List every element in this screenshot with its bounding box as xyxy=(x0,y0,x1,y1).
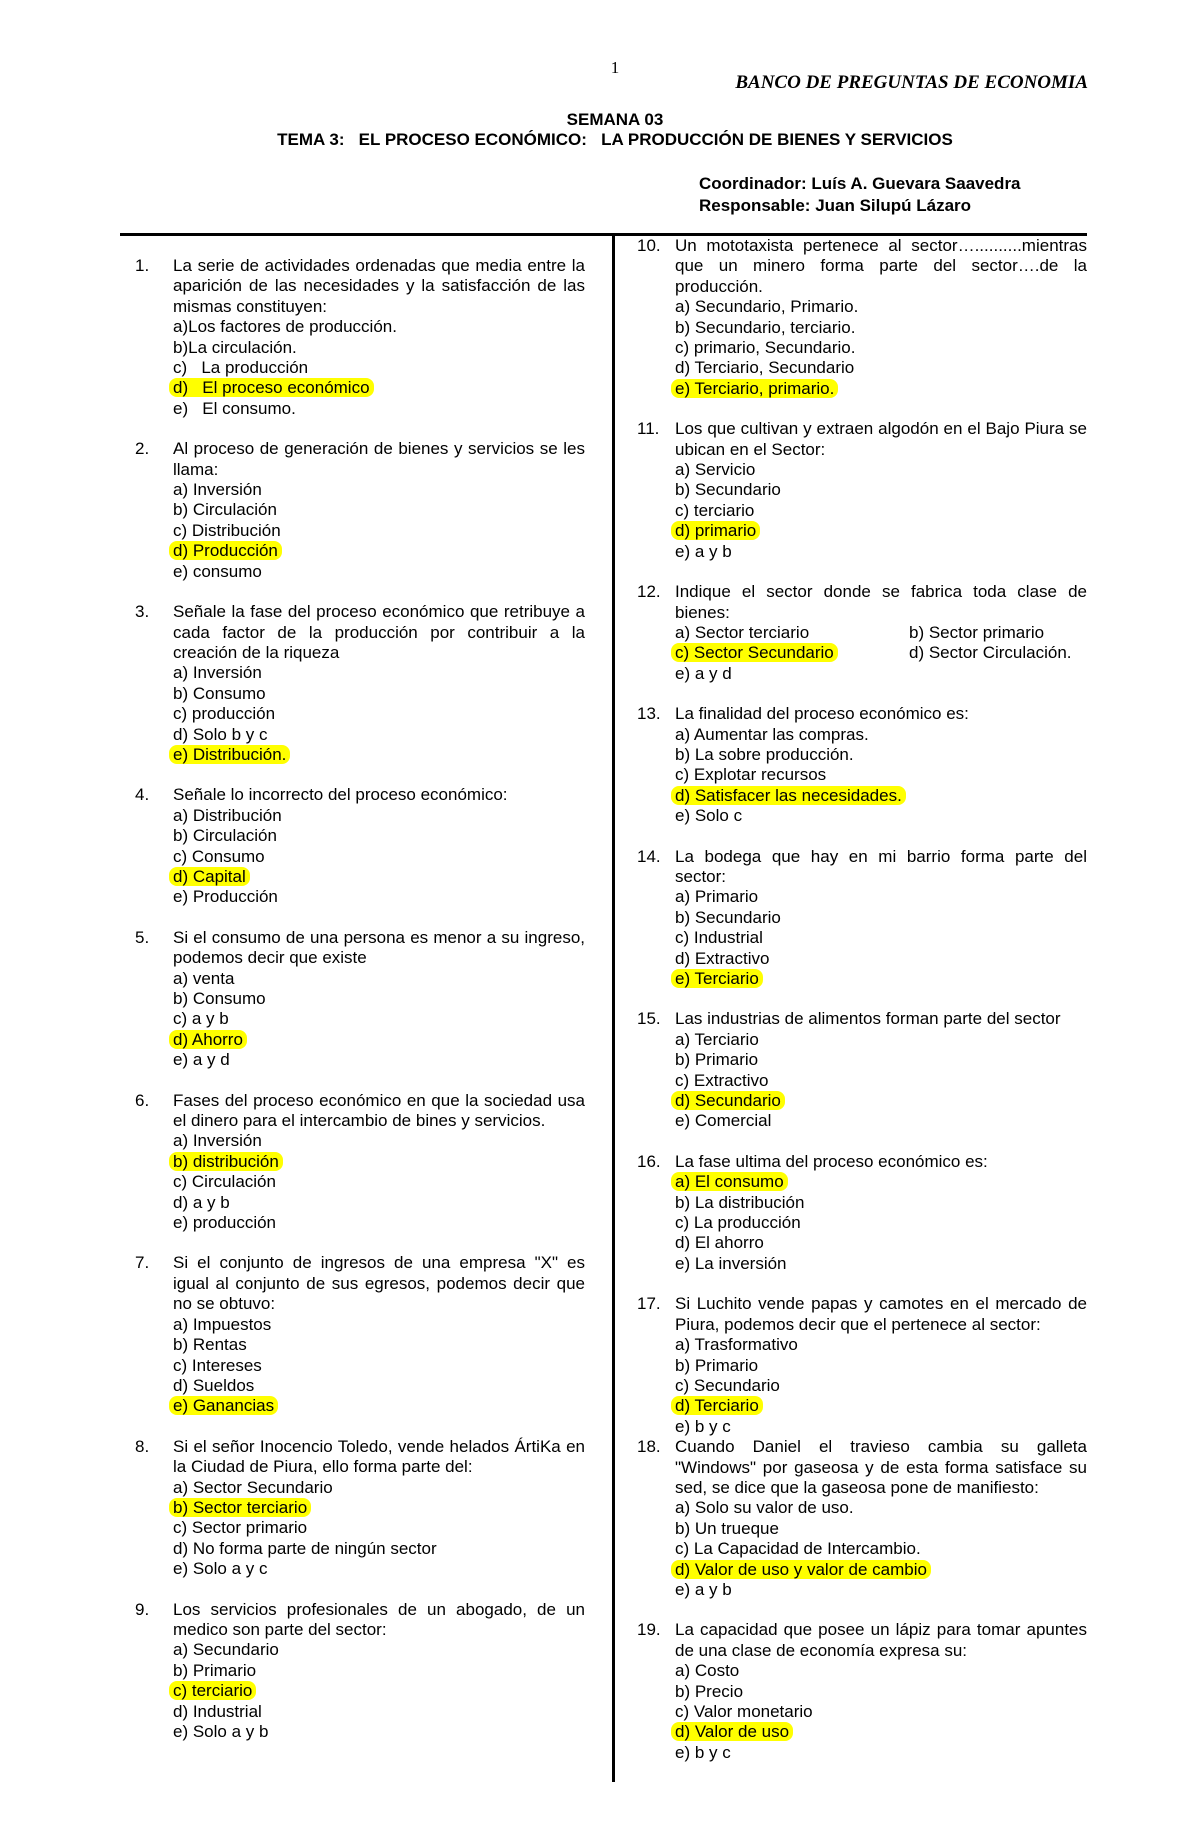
correct-answer: d) Valor de uso y valor de cambio xyxy=(671,1560,931,1579)
answer-option xyxy=(173,562,585,582)
option-text: e) Solo a y b xyxy=(173,1722,269,1741)
option-text: a) Secundario, Primario. xyxy=(675,297,859,317)
answer-option xyxy=(173,1131,585,1151)
correct-answer: d) Producción xyxy=(169,541,282,560)
answer-option xyxy=(675,358,1087,378)
answer-option xyxy=(173,1172,585,1192)
answer-option xyxy=(675,542,1087,562)
option-text: b) Rentas xyxy=(173,1335,247,1355)
coordinator: Coordinador: Luís A. Guevara Saavedra xyxy=(699,174,1021,193)
option-text: d) a y b xyxy=(173,1192,230,1212)
question-item xyxy=(637,847,1087,990)
option-text: d) No forma parte de ningún sector xyxy=(173,1538,437,1558)
answer-option xyxy=(173,1661,585,1681)
answer-option xyxy=(675,1580,1087,1600)
option-text: c) Sector primario xyxy=(173,1518,308,1538)
answer-option xyxy=(675,1111,1087,1131)
answer-option xyxy=(173,358,585,378)
option-text: e) a y d xyxy=(675,663,732,683)
correct-answer: e) Distribución. xyxy=(169,745,290,764)
option-text: a) Primario xyxy=(675,887,759,907)
option-text: c) terciario xyxy=(675,500,755,520)
option-text: a) Inversión xyxy=(173,1131,262,1151)
option-text: c) La Capacidad de Intercambio. xyxy=(675,1539,921,1559)
answer-option xyxy=(675,1519,1087,1539)
correct-answer: a) El consumo xyxy=(671,1172,788,1191)
answer-option xyxy=(173,1193,585,1213)
answer-option xyxy=(173,1478,585,1498)
answer-option xyxy=(675,1661,1087,1681)
option-text: c) Explotar recursos xyxy=(675,765,827,785)
option-text: e) a y b xyxy=(675,1579,732,1599)
question-number: 12. xyxy=(637,582,661,602)
option-text: b) Un trueque xyxy=(675,1518,779,1538)
answer-option xyxy=(675,908,1087,928)
question-item xyxy=(637,704,1087,826)
question-number: 7. xyxy=(135,1253,150,1273)
question-number: 10. xyxy=(637,236,661,255)
correct-answer: c) Sector Secundario xyxy=(671,643,838,662)
answer-option xyxy=(675,928,1087,948)
question-number: 3. xyxy=(135,602,150,622)
answer-option xyxy=(173,500,585,520)
question-text: La fase ultima del proceso económico es: xyxy=(675,1151,988,1171)
answer-option xyxy=(675,318,1087,338)
question-number: 16. xyxy=(637,1151,661,1171)
answer-option xyxy=(173,1050,585,1070)
correct-answer: e) Terciario, primario. xyxy=(671,379,838,398)
answer-option xyxy=(675,745,1087,765)
answer-option xyxy=(675,379,1087,399)
option-text: d) Solo b y c xyxy=(173,724,268,744)
answer-option xyxy=(675,969,1087,989)
answer-option xyxy=(173,806,585,826)
option-text: a) Inversión xyxy=(173,480,262,500)
question-item xyxy=(135,785,585,907)
answer-option xyxy=(675,1091,1087,1111)
correct-answer: c) terciario xyxy=(169,1681,256,1700)
option-text: a) Solo su valor de uso. xyxy=(675,1498,854,1518)
question-item xyxy=(135,256,585,419)
question-text: La finalidad del proceso económico es: xyxy=(675,704,969,724)
answer-option xyxy=(675,1254,1087,1274)
option-text: e) a y b xyxy=(675,541,732,561)
question-number: 5. xyxy=(135,927,150,947)
answer-option xyxy=(173,989,585,1009)
answer-option xyxy=(675,806,1087,826)
answer-option xyxy=(675,664,1087,684)
answer-option xyxy=(173,1213,585,1233)
question-item xyxy=(135,1091,585,1234)
answer-option xyxy=(173,1335,585,1355)
answer-option xyxy=(675,297,1087,317)
correct-answer: d) Secundario xyxy=(671,1091,785,1110)
answer-option xyxy=(675,1233,1087,1253)
correct-answer: d) Terciario xyxy=(671,1396,763,1415)
answer-option xyxy=(173,1396,585,1416)
correct-answer: d) Valor de uso xyxy=(671,1722,793,1741)
answer-option xyxy=(675,1213,1087,1233)
correct-answer: d) primario xyxy=(671,521,760,540)
column-divider xyxy=(612,234,615,1782)
question-number: 19. xyxy=(637,1620,661,1640)
answer-option xyxy=(173,1702,585,1722)
right-column xyxy=(637,236,1087,1783)
answer-option xyxy=(675,623,909,643)
question-number: 2. xyxy=(135,439,150,459)
question-item xyxy=(637,1437,1087,1600)
answer-option xyxy=(675,1417,1087,1437)
question-item xyxy=(135,439,585,582)
correct-answer: e) Ganancias xyxy=(169,1396,278,1415)
question-text: Un mototaxista pertenece al sector…..........mientras que un minero forma parte del sector….de la producción. xyxy=(675,236,1087,296)
topic-title: TEMA 3: EL PROCESO ECONÓMICO: LA PRODUCCIÓN DE BIENES Y SERVICIOS xyxy=(277,130,953,149)
option-text: c) Valor monetario xyxy=(675,1702,813,1721)
answer-option xyxy=(173,1498,585,1518)
question-text: La serie de actividades ordenadas que media entre la aparición de las necesidades y la satisfacción de las mismas constituyen: xyxy=(173,256,585,316)
answer-option xyxy=(173,704,585,724)
correct-answer: b) Sector terciario xyxy=(169,1498,311,1517)
answer-option xyxy=(173,969,585,989)
option-text: e) Solo a y c xyxy=(173,1559,268,1579)
option-text: a) Aumentar las compras. xyxy=(675,724,869,744)
question-item xyxy=(135,1437,585,1580)
question-item xyxy=(637,1152,1087,1274)
responsible: Responsable: Juan Silupú Lázaro xyxy=(699,196,972,215)
option-text: c) Circulación xyxy=(173,1172,276,1192)
correct-answer: d) El proceso económico xyxy=(169,378,374,397)
option-text: c) primario, Secundario. xyxy=(675,338,856,358)
option-text: b) Precio xyxy=(675,1681,744,1701)
answer-option xyxy=(675,1702,1087,1722)
page-number: 1 xyxy=(610,58,620,77)
option-text: c) Secundario xyxy=(675,1375,780,1395)
answer-option xyxy=(173,1539,585,1559)
answer-option xyxy=(173,663,585,683)
question-text: Las industrias de alimentos forman parte del sector xyxy=(675,1009,1061,1029)
option-text: b) Consumo xyxy=(173,989,266,1008)
answer-option xyxy=(173,541,585,561)
answer-option xyxy=(675,1356,1087,1376)
option-text: b) Secundario xyxy=(675,480,781,500)
answer-option xyxy=(173,826,585,846)
credits xyxy=(699,173,1021,217)
option-text: c) producción xyxy=(173,704,276,724)
option-text: c) Intereses xyxy=(173,1355,262,1375)
question-item xyxy=(637,236,1087,399)
answer-option xyxy=(173,1559,585,1579)
option-text: c) a y b xyxy=(173,1009,229,1029)
bank-title: BANCO DE PREGUNTAS DE ECONOMIA xyxy=(735,72,1088,93)
question-number: 14. xyxy=(637,846,661,866)
question-text: Señale lo incorrecto del proceso económico: xyxy=(173,785,508,805)
question-item xyxy=(637,1620,1087,1763)
option-text: a) Servicio xyxy=(675,460,756,480)
option-text: a) Trasformativo xyxy=(675,1335,798,1355)
answer-option xyxy=(675,1396,1087,1416)
answer-option xyxy=(675,501,1087,521)
option-text: e) b y c xyxy=(675,1742,731,1762)
option-text: e) Solo c xyxy=(675,806,743,826)
answer-option xyxy=(675,786,1087,806)
option-text: a) Impuestos xyxy=(173,1314,272,1334)
option-text: c) La producción xyxy=(675,1213,801,1233)
option-text: d) Sueldos xyxy=(173,1375,255,1395)
question-text: Fases del proceso económico en que la sociedad usa el dinero para el intercambio de bines y servicios. xyxy=(173,1090,585,1131)
answer-option xyxy=(675,1030,1087,1050)
answer-option xyxy=(173,1356,585,1376)
answer-option xyxy=(173,480,585,500)
answer-option xyxy=(173,1376,585,1396)
question-text: Al proceso de generación de bienes y servicios se les llama: xyxy=(173,439,585,479)
question-text: Si el señor Inocencio Toledo, vende helados ÁrtiKa en la Ciudad de Piura, ello forma parte del: xyxy=(173,1436,585,1477)
answer-option xyxy=(173,1315,585,1335)
answer-option xyxy=(675,949,1087,969)
question-number: 9. xyxy=(135,1599,150,1619)
option-text: e) Producción xyxy=(173,887,278,907)
option-text: a) Secundario xyxy=(173,1640,279,1660)
option-text: a) Distribución xyxy=(173,805,282,825)
option-text: e) a y d xyxy=(173,1050,230,1070)
question-item xyxy=(637,582,1087,684)
option-text: b) Secundario, terciario. xyxy=(675,317,856,337)
question-number: 15. xyxy=(637,1009,661,1029)
option-row xyxy=(675,643,1087,663)
question-number: 8. xyxy=(135,1436,150,1456)
option-text: b) Consumo xyxy=(173,683,266,703)
option-text: b) La sobre producción. xyxy=(675,744,854,764)
answer-option xyxy=(675,460,1087,480)
answer-option xyxy=(675,1050,1087,1070)
question-text: La bodega que hay en mi barrio forma parte del sector: xyxy=(675,846,1087,886)
option-text: e) producción xyxy=(173,1213,277,1233)
answer-option xyxy=(173,399,585,419)
answer-option xyxy=(675,1722,1087,1742)
left-column xyxy=(135,256,585,1762)
answer-option xyxy=(675,521,1087,541)
answer-option xyxy=(173,338,585,358)
option-row xyxy=(675,623,1087,643)
answer-option xyxy=(173,1030,585,1050)
answer-option xyxy=(675,1743,1087,1763)
option-text: d) Sector Circulación. xyxy=(909,643,1072,663)
question-item xyxy=(135,1253,585,1416)
answer-option xyxy=(675,765,1087,785)
option-text: a) Sector terciario xyxy=(675,622,810,642)
week-title: SEMANA 03 xyxy=(566,110,664,129)
option-text: d) Terciario, Secundario xyxy=(675,358,855,378)
answer-option xyxy=(173,887,585,907)
answer-option xyxy=(173,521,585,541)
answer-option xyxy=(173,317,585,337)
option-text: b) Primario xyxy=(675,1050,759,1070)
option-text: b) Primario xyxy=(675,1355,759,1375)
question-number: 18. xyxy=(637,1437,661,1457)
question-item xyxy=(637,1009,1087,1131)
question-number: 11. xyxy=(637,419,660,439)
option-text: e) El consumo. xyxy=(173,398,296,418)
answer-option xyxy=(173,745,585,765)
option-text: c) Extractivo xyxy=(675,1070,769,1090)
answer-option xyxy=(675,1071,1087,1091)
question-text: Señale la fase del proceso económico que retribuye a cada factor de la producción por contribuir a la creación de la riqueza xyxy=(173,602,585,662)
question-item xyxy=(135,602,585,765)
answer-option xyxy=(675,1498,1087,1518)
option-text: b) Circulación xyxy=(173,826,277,846)
option-text: e) consumo xyxy=(173,561,262,581)
option-text: d) El ahorro xyxy=(675,1233,764,1253)
option-text: a) Costo xyxy=(675,1661,740,1681)
answer-option xyxy=(675,1193,1087,1213)
answer-option xyxy=(173,1681,585,1701)
answer-option xyxy=(675,643,909,663)
correct-answer: d) Capital xyxy=(169,867,250,886)
answer-option xyxy=(173,684,585,704)
answer-option xyxy=(675,338,1087,358)
answer-option xyxy=(675,1539,1087,1559)
question-text: Cuando Daniel el travieso cambia su galleta "Windows" por gaseosa y de esta forma satisface su sed, se dice que la gaseosa pone de manifiesto: xyxy=(675,1437,1087,1497)
answer-option xyxy=(675,725,1087,745)
option-text: e) Comercial xyxy=(675,1111,772,1131)
question-text: Los servicios profesionales de un abogado, de un medico son parte del sector: xyxy=(173,1599,585,1639)
option-text: b) La distribución xyxy=(675,1192,805,1212)
answer-option xyxy=(173,1009,585,1029)
answer-option xyxy=(173,1722,585,1742)
answer-option xyxy=(173,1518,585,1538)
question-item xyxy=(135,928,585,1071)
answer-option xyxy=(909,643,1072,663)
option-text: e) b y c xyxy=(675,1416,731,1436)
answer-option xyxy=(675,480,1087,500)
answer-option xyxy=(173,1152,585,1172)
option-text: a) Inversión xyxy=(173,663,262,683)
option-text: d) Industrial xyxy=(173,1701,262,1721)
answer-option xyxy=(173,1640,585,1660)
question-text: Los que cultivan y extraen algodón en el Bajo Piura se ubican en el Sector: xyxy=(675,419,1087,459)
question-number: 4. xyxy=(135,785,150,805)
question-item xyxy=(637,419,1087,562)
question-item xyxy=(637,1294,1087,1437)
answer-option xyxy=(909,623,1044,643)
question-text: La capacidad que posee un lápiz para tomar apuntes de una clase de economía expresa su: xyxy=(675,1620,1087,1660)
answer-option xyxy=(675,1172,1087,1192)
option-text: b) Primario xyxy=(173,1660,257,1680)
question-number: 17. xyxy=(637,1294,661,1314)
answer-option xyxy=(675,1335,1087,1355)
option-text: b) Sector primario xyxy=(909,622,1045,642)
question-text: Si el consumo de una persona es menor a su ingreso, podemos decir que existe xyxy=(173,927,585,968)
answer-option xyxy=(173,867,585,887)
option-text: b) Circulación xyxy=(173,500,277,520)
correct-answer: d) Ahorro xyxy=(169,1030,247,1049)
option-text: e) La inversión xyxy=(675,1253,787,1273)
answer-option xyxy=(675,1376,1087,1396)
question-number: 6. xyxy=(135,1090,150,1110)
question-text: Si el conjunto de ingresos de una empresa "X" es igual al conjunto de sus egresos, podemos decir que no se obtuvo: xyxy=(173,1253,585,1314)
option-text: c) Distribución xyxy=(173,520,281,540)
question-number: 13. xyxy=(637,704,661,724)
question-number: 1. xyxy=(135,256,150,275)
correct-answer: b) distribución xyxy=(169,1152,283,1171)
question-item xyxy=(135,1600,585,1743)
answer-option xyxy=(173,378,585,398)
option-text: a) Sector Secundario xyxy=(173,1477,333,1497)
option-text: d) Extractivo xyxy=(675,948,770,968)
option-text: a)Los factores de producción. xyxy=(173,317,397,337)
option-text: a) Terciario xyxy=(675,1029,759,1049)
answer-option xyxy=(173,725,585,745)
option-text: b) Secundario xyxy=(675,907,781,927)
correct-answer: e) Terciario xyxy=(671,969,763,988)
answer-option xyxy=(173,847,585,867)
option-text: c) Industrial xyxy=(675,928,763,948)
option-text: c) Consumo xyxy=(173,846,265,866)
answer-option xyxy=(675,1682,1087,1702)
option-text: c) La producción xyxy=(173,358,309,378)
question-text: Si Luchito vende papas y camotes en el mercado de Piura, podemos decir que el pertenece al sector: xyxy=(675,1294,1087,1334)
correct-answer: d) Satisfacer las necesidades. xyxy=(671,786,906,805)
answer-option xyxy=(675,887,1087,907)
option-text: b)La circulación. xyxy=(173,337,297,357)
question-text: Indique el sector donde se fabrica toda clase de bienes: xyxy=(675,582,1087,622)
option-text: a) venta xyxy=(173,968,235,988)
answer-option xyxy=(675,1560,1087,1580)
